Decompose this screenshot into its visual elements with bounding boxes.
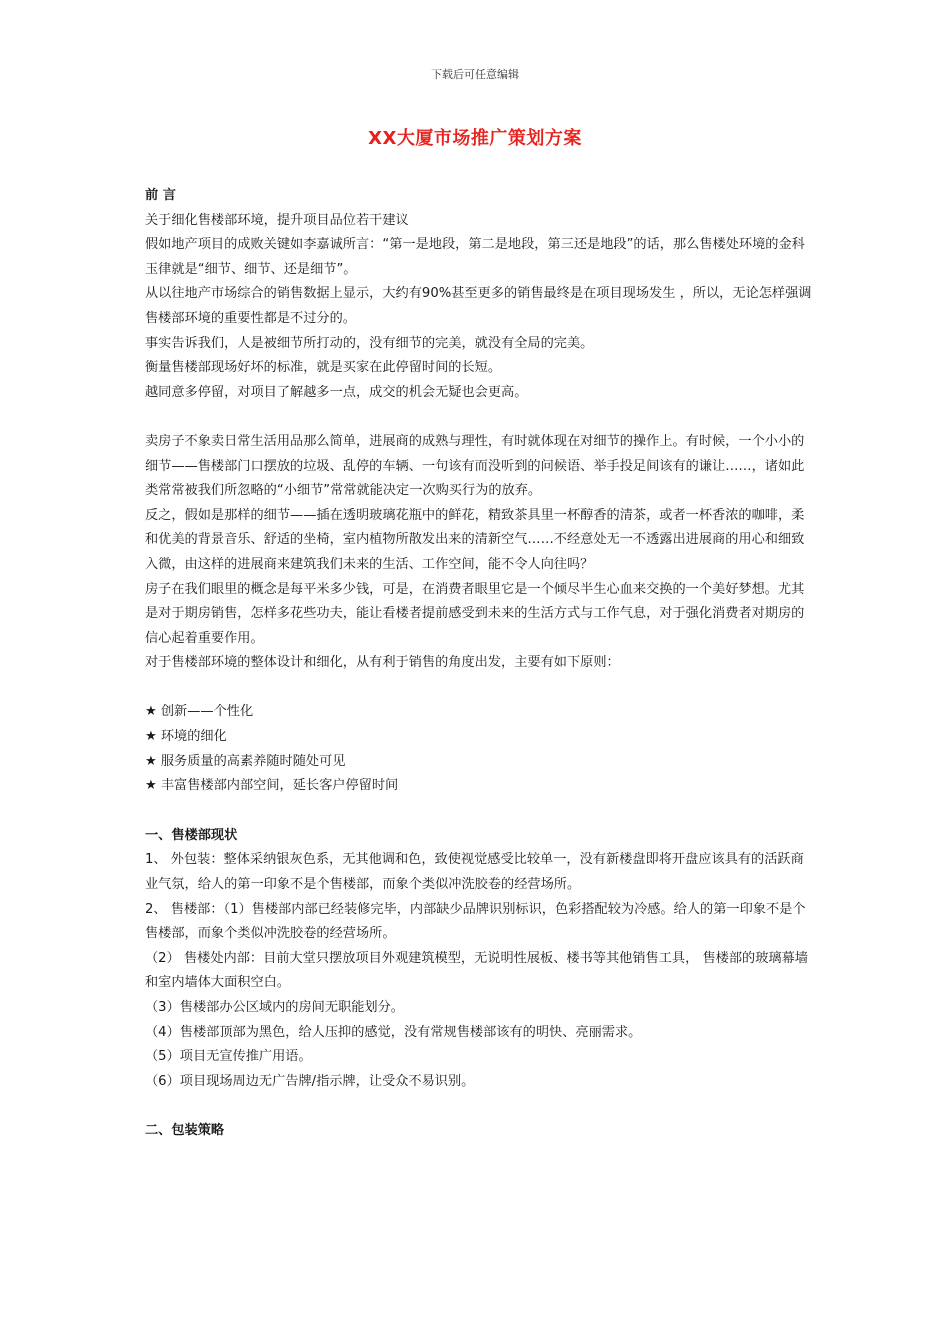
list-item: （5）项目无宣传推广用语。 xyxy=(145,1049,312,1065)
list-item: 1、 外包装：整体采纳银灰色系，无其他调和色，致使视觉感受比较单一，没有新楼盘即将开盘应该具有的活跃商业气氛，给人的第一印象不是个售楼部，而象个类似冲洗胶卷的经营场所。 xyxy=(145,852,804,893)
principle-item xyxy=(145,725,815,750)
principle-item xyxy=(145,750,815,775)
blank-line xyxy=(145,405,815,430)
list-item: （2） 售楼处内部：目前大堂只摆放项目外观建筑模型，无说明性展板、楼书等其他销售工具， 售楼部的玻璃幕墙和室内墙体大面积空白。 xyxy=(145,950,808,991)
document-title: XX大厦市场推广策划方案 xyxy=(368,128,582,149)
list-item: （6）项目现场周边无广告牌/指示牌，让受众不易识别。 xyxy=(145,1073,475,1089)
list-item: （3）售楼部办公区域内的房间无职能划分。 xyxy=(145,1000,404,1015)
blank-line xyxy=(145,676,815,701)
section2-heading: 二、包装策略 xyxy=(145,1123,225,1139)
paragraph: 从以往地产市场综合的销售数据上显示，大约有90%甚至更多的销售最终是在项目现场发生 ，所以，无论怎样强调售楼部环境的重要性都是不过分的。 xyxy=(145,286,812,326)
star-icon: ★ xyxy=(145,778,157,794)
list-item: 2、 售楼部：（1）售楼部内部已经装修完毕，内部缺少品牌识别标识，色彩搭配较为冷感。给人的第一印象不是个售楼部，而象个类似冲洗胶卷的经营场所。 xyxy=(145,901,806,942)
star-icon: ★ xyxy=(145,729,157,745)
blank-line xyxy=(145,1094,815,1119)
paragraph: 对于售楼部环境的整体设计和细化，从有利于销售的角度出发，主要有如下原则： xyxy=(145,655,620,671)
paragraph: 房子在我们眼里的概念是每平米多少钱，可是，在消费者眼里它是一个倾尽半生心血来交换的一个美好梦想。尤其是对于期房销售，怎样多花些功夫，能让看楼者提前感受到未来的生活方式与工作气息，对于强化消费者对期房的信心起着重要作用。 xyxy=(145,581,805,646)
paragraph: 越同意多停留，对项目了解越多一点，成交的机会无疑也会更高。 xyxy=(145,384,528,400)
document-body xyxy=(145,184,815,1144)
principle-text: 环境的细化 xyxy=(160,729,227,745)
paragraph: 反之，假如是那样的细节——插在透明玻璃花瓶中的鲜花，精致茶具里一杯醇香的清茶，或者一杯香浓的咖啡，柔和优美的背景音乐、舒适的坐椅，室内植物所散发出来的清新空气……不经意处无一不透露出进展商的用心和细致入微，由这样的进展商来建筑我们未来的生活、工作空间，能不令人向往吗？ xyxy=(145,507,805,572)
preface-heading: 前 言 xyxy=(145,188,176,203)
section1-heading: 一、售楼部现状 xyxy=(145,827,238,843)
blank-line xyxy=(145,799,815,824)
list-item: （4）售楼部顶部为黑色，给人压抑的感觉，没有常规售楼部该有的明快、亮丽需求。 xyxy=(145,1024,642,1040)
principle-text: 服务质量的高素养随时随处可见 xyxy=(160,753,346,769)
header-note: 下载后可任意编辑 xyxy=(431,68,519,81)
star-icon: ★ xyxy=(145,704,157,720)
principle-text: 丰富售楼部内部空间，延长客户停留时间 xyxy=(160,778,399,794)
star-icon: ★ xyxy=(145,753,157,769)
paragraph: 事实告诉我们，人是被细节所打动的，没有细节的完美，就没有全局的完美。 xyxy=(145,335,594,351)
principle-item xyxy=(145,700,815,725)
paragraph: 卖房子不象卖日常生活用品那么简单，进展商的成熟与理性，有时就体现在对细节的操作上。有时候，一个小小的细节——售楼部门口摆放的垃圾、乱停的车辆、一句该有而没听到的问候语、举手投足间该有的谦让……，诸如此类常常被我们所忽略的“小细节”常常就能决定一次购买行为的放弃。 xyxy=(145,433,805,499)
principle-text: 创新——个性化 xyxy=(160,704,254,720)
principle-item xyxy=(145,774,815,799)
paragraph: 关于细化售楼部环境，提升项目品位若干建议 xyxy=(145,212,409,228)
paragraph: 假如地产项目的成败关键如李嘉诚所言：“第一是地段，第二是地段，第三还是地段”的话，那么售楼处环境的金科玉律就是“细节、细节、还是细节”。 xyxy=(145,237,805,277)
paragraph: 衡量售楼部现场好坏的标准，就是买家在此停留时间的长短。 xyxy=(145,360,502,376)
